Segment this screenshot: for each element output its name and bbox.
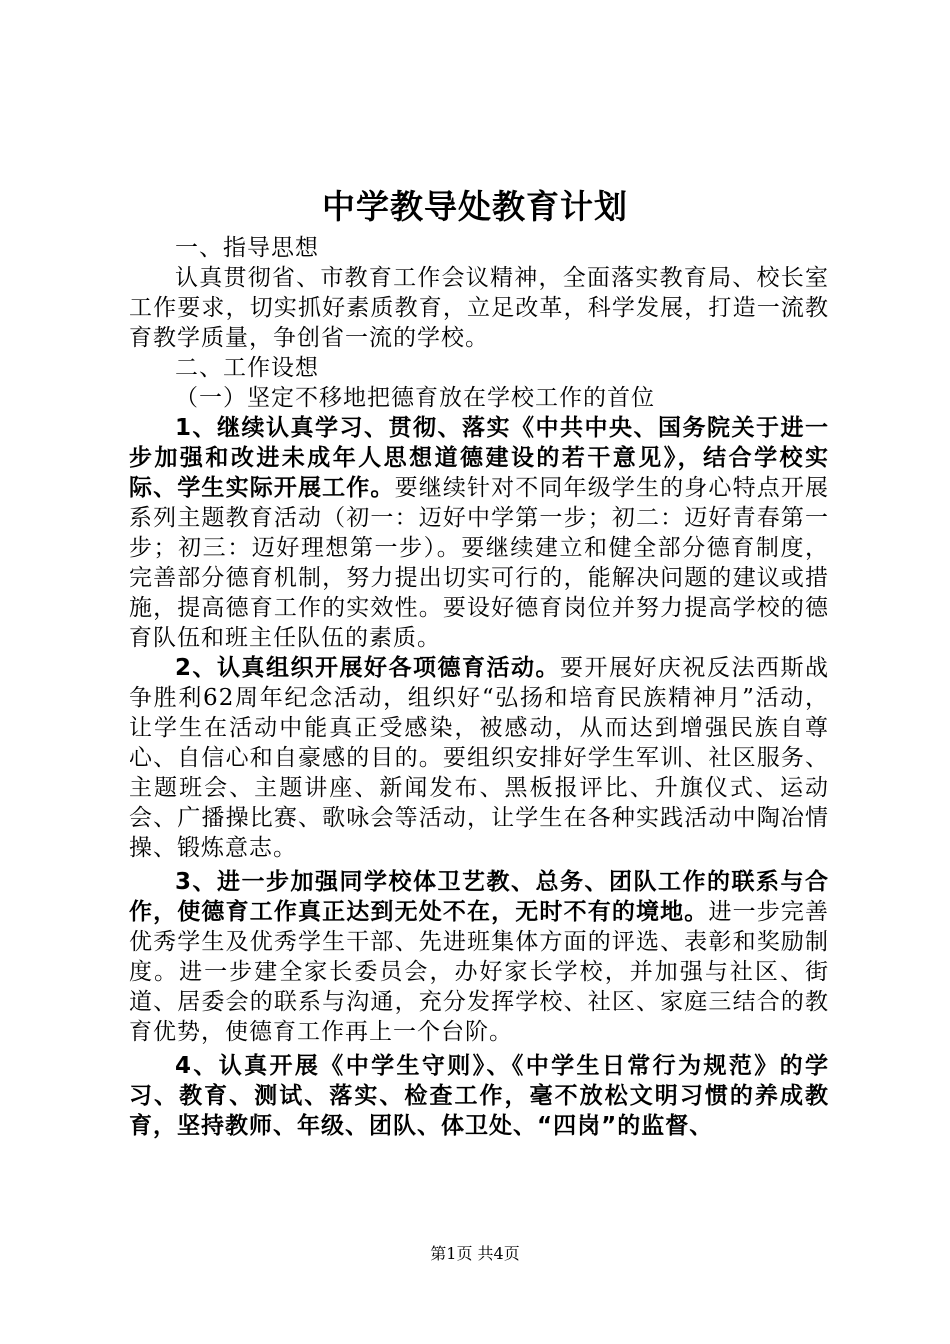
work-item-lead: 4、认真开展《中学生守则》、《中学生日常行为规范》的学习、教育、测试、落实、检查工作，毫不放松文明习惯的养成教育，坚持教师、年级、团队、体卫处、“四岗”的监督、 (129, 1053, 829, 1139)
work-item-lead: 3、进一步加强同学校体卫艺教、总务、团队工作的联系与合作，使德育工作真正达到无处不在，无时不有的境地。 (129, 869, 829, 925)
page-footer: 第1页 共4页 (430, 1244, 520, 1263)
work-item-text: 进一步完善优秀学生及优秀学生干部、先进班集体方面的评选、表彰和奖励制度。进一步建全家长委员会，办好家长学校，并加强与社区、街道、居委会的联系与沟通，充分发挥学校、社区、家庭三结合的教育优势，使德育工作再上一个台阶。 (129, 899, 830, 1045)
work-item-paragraph (129, 413, 829, 653)
work-item-paragraph (129, 653, 829, 863)
document-body (129, 233, 829, 1141)
section-heading-work-plan: 二、工作设想 (175, 355, 319, 381)
work-item-lead: 1、继续认真学习、贯彻、落实《中共中央、国务院关于进一步加强和改进未成年人思想道德建设的若干意见》，结合学校实际、学生实际开展工作。 (129, 415, 829, 501)
work-item-paragraph (129, 867, 829, 1047)
guiding-ideas-paragraph: 认真贯彻省、市教育工作会议精神，全面落实教育局、校长室工作要求，切实抓好素质教育，立足改革，科学发展，打造一流教育教学质量，争创省一流的学校。 (129, 265, 829, 351)
work-item-text: 要开展好庆祝反法西斯战争胜利62周年纪念活动，组织好“弘扬和培育民族精神月”活动，让学生在活动中能真正受感染，被感动，从而达到增强民族自尊心、自信心和自豪感的目的。要组织安排好学生军训、社区服务、主题班会、主题讲座、新闻发布、黑板报评比、升旗仪式、运动会、广播操比赛、歌咏会等活动，让学生在各种实践活动中陶冶情操、锻炼意志。 (129, 655, 829, 861)
subsection-heading-moral-education: （一）坚定不移地把德育放在学校工作的首位 (175, 385, 655, 411)
document-title: 中学教导处教育计划 (322, 187, 628, 226)
work-item-lead: 2、认真组织开展好各项德育活动。 (175, 655, 560, 681)
work-item-paragraph (129, 1051, 829, 1141)
section-heading-guiding-ideas: 一、指导思想 (175, 235, 319, 261)
work-item-text: 要继续针对不同年级学生的身心特点开展系列主题教育活动（初一：迈好中学第一步；初二：迈好青春第一步；初三：迈好理想第一步）。要继续建立和健全部分德育制度，完善部分德育机制，努力提出切实可行的，能解决问题的建议或措施，提高德育工作的实效性。要设好德育岗位并努力提高学校的德育队伍和班主任队伍的素质。 (129, 475, 830, 651)
